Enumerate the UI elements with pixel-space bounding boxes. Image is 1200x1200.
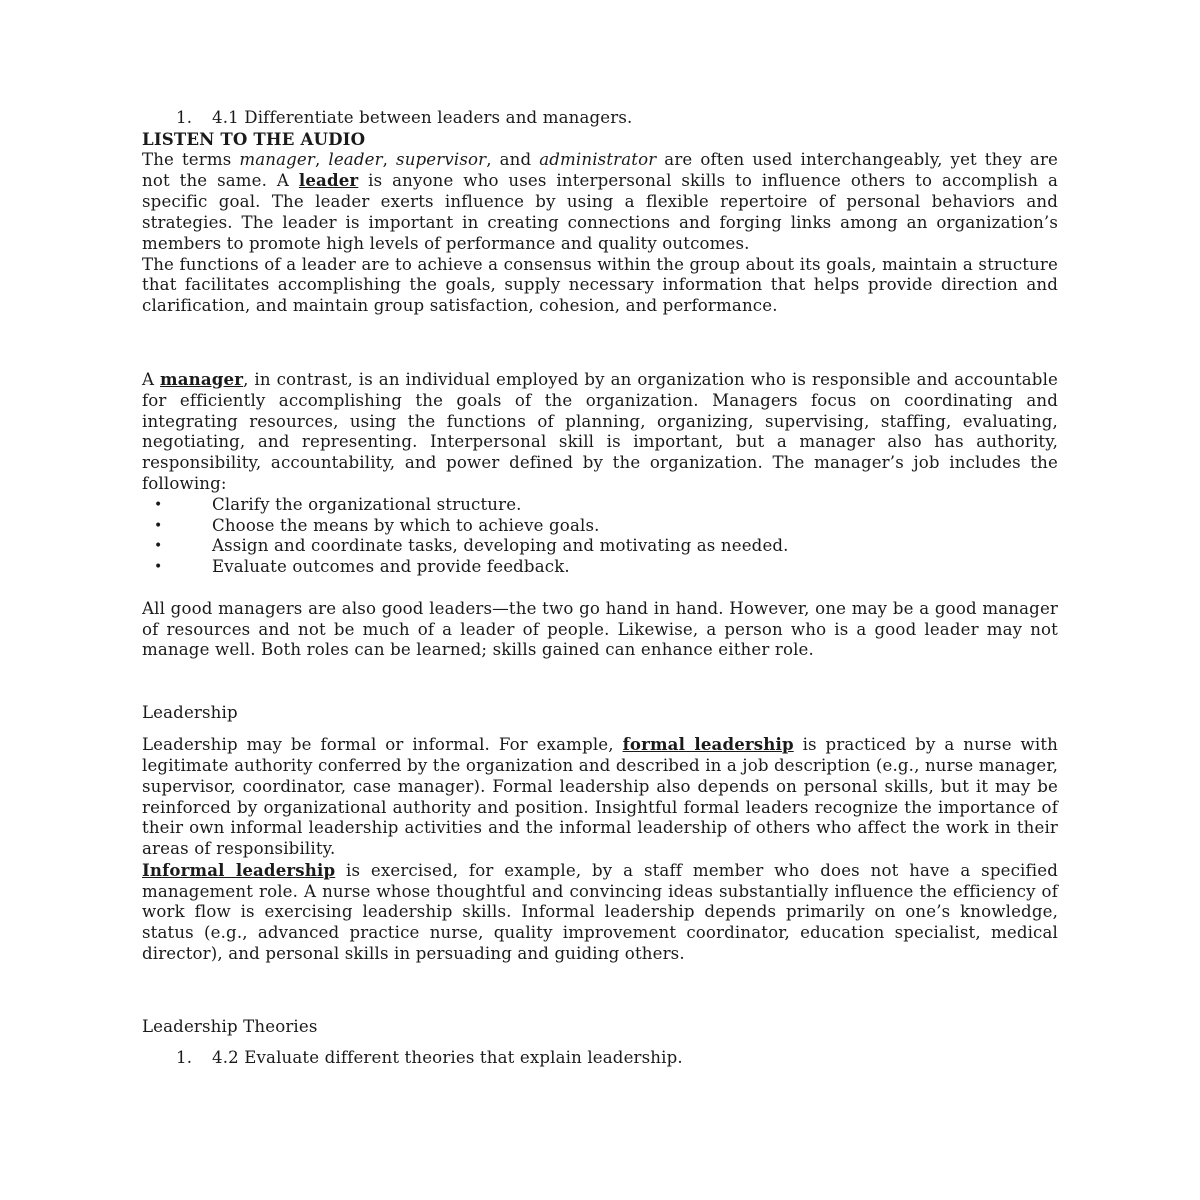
text-run: The terms — [142, 149, 240, 169]
bullet-icon: • — [154, 496, 163, 513]
spacer — [142, 965, 1058, 1007]
spacer — [142, 661, 1058, 703]
paragraph-leader-definition — [142, 150, 1058, 255]
list-item-text: Assign and coordinate tasks, developing and motivating as needed. — [212, 536, 789, 556]
spacer — [142, 1038, 1058, 1049]
text-run: is anyone who uses interpersonal skills to influence others to accomplish a specific goal. The leader exerts influence by using a flexible repertoire of personal behaviors and strategies. The leader is important in creating connections and forging links among an organization’s members to promote high levels of performance and quality outcomes. — [142, 171, 1058, 253]
term-manager-italic: manager — [239, 149, 315, 169]
list-number: 1. — [176, 1048, 193, 1068]
paragraph-leader-functions: The functions of a leader are to achieve a consensus within the group about its goals, maintain a structure that facilitates accomplishing the goals, supply necessary information that helps provide direction and clarification, and maintain group satisfaction, cohesion, and performance. — [142, 254, 1058, 316]
list-item — [142, 495, 1058, 516]
spacer — [142, 1006, 1058, 1017]
bullet-icon: • — [154, 517, 163, 534]
objective-text: 4.1 Differentiate between leaders and managers. — [212, 108, 633, 127]
objective-text: 4.2 Evaluate different theories that explain leadership. — [212, 1048, 683, 1068]
text-run: , and — [486, 149, 540, 169]
list-item — [142, 557, 1058, 578]
list-item — [142, 536, 1058, 557]
spacer — [142, 724, 1058, 735]
text-run: Leadership may be formal or informal. For example, — [142, 735, 623, 755]
paragraph-informal-leadership — [142, 860, 1058, 965]
bullet-icon: • — [154, 538, 163, 555]
list-number: 1. — [176, 108, 193, 127]
paragraph-manager-definition — [142, 369, 1058, 495]
term-supervisor-italic: supervisor — [396, 149, 487, 169]
term-manager: manager — [160, 369, 244, 390]
bullet-icon: • — [154, 559, 163, 576]
spacer — [142, 578, 1058, 599]
spacer — [142, 359, 1058, 370]
list-item-text: Evaluate outcomes and provide feedback. — [212, 557, 570, 577]
text-run: A — [142, 370, 161, 390]
term-informal-leadership: Informal leadership — [142, 859, 336, 880]
list-item-text: Choose the means by which to achieve goals. — [212, 515, 600, 535]
objective-list-item — [142, 1048, 1058, 1069]
term-administrator-italic: administrator — [539, 149, 657, 169]
text-run: are often used interchangeably, yet they are not the same. A — [142, 149, 1058, 191]
text-run: , in contrast, is an individual employed by an organization who is responsible and accountable for efficiently accomplishing the goals of the organization. Managers focus on coordinating and integrating resources, using the functions of planning, organizing, supervising, staffing, evaluating, negotiating, and representing. Interpersonal skill is important, but a manager also has authority, responsibility, accountability, and power defined by the organization. The manager’s job includes the following: — [142, 370, 1059, 494]
text-run: is exercised, for example, by a staff member who does not have a specified management role. A nurse whose thoughtful and convincing ideas substantially influence the efficiency of work flow is exercising leadership skills. Informal leadership depends primarily on one’s knowledge, status (e.g., advanced practice nurse, quality improvement coordinator, education specialist, medical director), and personal skills in persuading and guiding others. — [142, 860, 1058, 964]
audio-heading: LISTEN TO THE AUDIO — [142, 128, 366, 149]
section-heading-leadership: Leadership — [142, 702, 238, 722]
list-item-text: Clarify the organizational structure. — [212, 494, 522, 514]
text-run: , — [382, 149, 397, 169]
text-run: , — [314, 149, 329, 169]
list-item — [142, 516, 1058, 537]
spacer — [142, 317, 1058, 359]
document-body — [142, 108, 1058, 1069]
text-run: is practiced by a nurse with legitimate authority conferred by the organization and described in a job description (e.g., nurse manager, supervisor, coordinator, case manager). Formal leadership also depends on personal skills, but it may be reinforced by organizational authority and position. Insightful formal leaders recognize the importance of their own informal leadership activities and the informal leadership of others who affect the work in their areas of responsibility. — [142, 735, 1058, 859]
paragraph-good-managers: All good managers are also good leaders—the two go hand in hand. However, one may be a good manager of resources and not be much of a leader of people. Likewise, a person who is a good leader may not manage well. Both roles can be learned; skills gained can enhance either role. — [142, 598, 1058, 660]
term-formal-leadership: formal leadership — [622, 734, 794, 755]
objective-list-item — [142, 108, 1058, 129]
term-leader: leader — [298, 170, 359, 191]
section-heading-leadership-theories: Leadership Theories — [142, 1016, 318, 1036]
manager-job-list — [142, 495, 1058, 578]
paragraph-formal-leadership — [142, 734, 1058, 860]
term-leader-italic: leader — [328, 149, 383, 169]
